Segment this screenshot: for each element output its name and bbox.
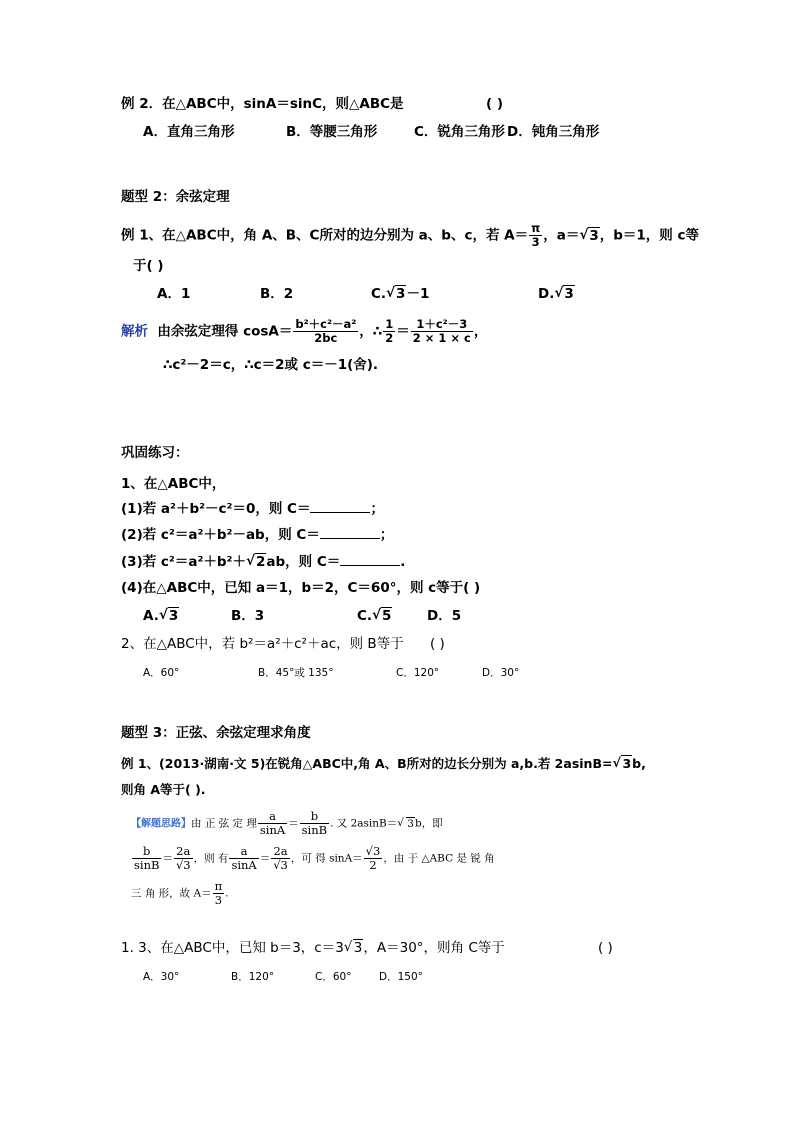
type3-example-1-line1: 例 1、(2013·湖南·文 5)在锐角△ABC中,角 A、B所对的边长分别为 a,b.若 2asinB=√ 3b, bbox=[121, 754, 646, 774]
option-d: D．150° bbox=[379, 971, 423, 983]
option-b: B．3 bbox=[231, 608, 265, 624]
option-c: C.√ 5 bbox=[357, 606, 392, 626]
option-a: A.√ 3 bbox=[143, 606, 179, 626]
stem-part3: ，b＝1，则 c等 bbox=[599, 227, 699, 244]
type3-example-1-line2: 则角 A等于( ). bbox=[121, 782, 206, 797]
answer-paren: ( ) bbox=[486, 96, 504, 112]
practice-q2-paren: ( ) bbox=[430, 636, 445, 652]
sqrt-3: √ 3 bbox=[579, 226, 599, 246]
option-d: D．5 bbox=[427, 608, 462, 624]
solution-line2: ∴c²－2＝c，∴c＝2或 c＝－1(舍). bbox=[163, 357, 379, 373]
hint-line2: $\frac{b}{\sin B}$ ＝ $\frac{2a}{√3}$ ，则 有 $\frac{a}{\sin A}$ ＝ $\frac{2a}{√3}$ ，可 得 sinA＝ $\frac{√3}{2}$ ，由 于 △ABC 是 锐 角 bbox=[134, 844, 495, 872]
option-c: C.√ 3－1 bbox=[371, 284, 429, 304]
option-d: D．30° bbox=[482, 667, 520, 679]
option-a: A．1 bbox=[157, 286, 191, 302]
stem-part2: ，a＝ bbox=[543, 227, 580, 244]
option-a: A．30° bbox=[143, 971, 180, 983]
hint-label: 【解题思路】 bbox=[131, 818, 191, 830]
practice-title: 巩固练习： bbox=[121, 445, 189, 461]
option-b: B．2 bbox=[260, 286, 294, 302]
option-a: A．60° bbox=[143, 667, 180, 679]
section-title-type3: 题型 3：正弦、余弦定理求角度 bbox=[121, 725, 311, 741]
practice-q1-2: (2)若 c²＝a²＋b²－ab，则 C＝ ； bbox=[121, 524, 393, 545]
half-fraction: $\frac{1}{2}$ bbox=[385, 317, 394, 345]
option-d: D．钝角三角形 bbox=[507, 124, 600, 140]
option-d: D.√ 3 bbox=[538, 284, 575, 304]
hint-line1: 【解题思路】由 正 弦 定 理 $\frac{a}{\sin A}$ ＝ $\frac{b}{\sin B}$ . 又 2asinB＝√ 3b，即 bbox=[131, 810, 443, 837]
solution-line1: 解析 由余弦定理得 cosA＝ $\frac{\text{b²＋c²－a²}}{2bc}$ ，∴ $\frac{1}{2}$ ＝ $\frac{\text{1＋c²－3}}{2 \times 1 \times c}$ ， bbox=[121, 317, 488, 345]
option-a: A．直角三角形 bbox=[143, 124, 235, 140]
option-c: C．120° bbox=[396, 667, 440, 679]
answer-blank[interactable] bbox=[320, 524, 380, 539]
rhs-fraction: $\frac{\text{1＋c²－3}}{2 \times 1 \times c}$ bbox=[412, 317, 471, 345]
stem-part1: 例 1、在△ABC中，角 A、B、C所对的边分别为 a、b、c，若 A＝ bbox=[121, 227, 529, 244]
option-b: B．等腰三角形 bbox=[286, 124, 378, 140]
solution-label: 解析 bbox=[121, 323, 148, 340]
answer-blank[interactable] bbox=[340, 551, 400, 566]
cos-fraction: $\frac{\text{b²＋c²－a²}}{2bc}$ bbox=[295, 317, 357, 345]
option-b: B．120° bbox=[231, 971, 274, 983]
section-title-type2: 题型 2：余弦定理 bbox=[121, 189, 230, 205]
type3-q3-stem: 1. 3、在△ABC中，已知 b＝3，c＝3√ 3，A＝30°，则角 C等于 bbox=[121, 938, 505, 958]
practice-q1-1: (1)若 a²＋b²－c²＝0，则 C＝ ； bbox=[121, 498, 384, 519]
type2-example-1-line1 bbox=[121, 222, 699, 249]
practice-q1-stem: 1、在△ABC中， bbox=[121, 476, 226, 492]
hint-line3: 三 角 形，故 A＝ $\frac{\pi}{3}$ . bbox=[131, 879, 229, 907]
example-2-stem: 例 2．在△ABC中，sinA＝sinC，则△ABC是 bbox=[121, 96, 404, 112]
option-c: C．60° bbox=[315, 971, 352, 983]
option-b: B．45°或 135° bbox=[258, 667, 334, 679]
type2-example-1-line2: 于( ) bbox=[133, 258, 164, 274]
option-c: C．锐角三角形 bbox=[414, 124, 505, 140]
fraction-pi-over-3: $\frac{\pi}{3}$ bbox=[531, 221, 541, 249]
type3-q3-paren: ( ) bbox=[598, 940, 613, 956]
practice-q2-stem: 2、在△ABC中，若 b²＝a²＋c²＋ac，则 B等于 bbox=[121, 636, 404, 652]
practice-q1-3: (3)若 c²＝a²＋b²＋√ 2ab，则 C＝ . bbox=[121, 551, 405, 572]
practice-q1-4: (4)在△ABC中，已知 a＝1，b＝2，C＝60°，则 c等于( ) bbox=[121, 580, 481, 596]
answer-blank[interactable] bbox=[310, 498, 370, 513]
